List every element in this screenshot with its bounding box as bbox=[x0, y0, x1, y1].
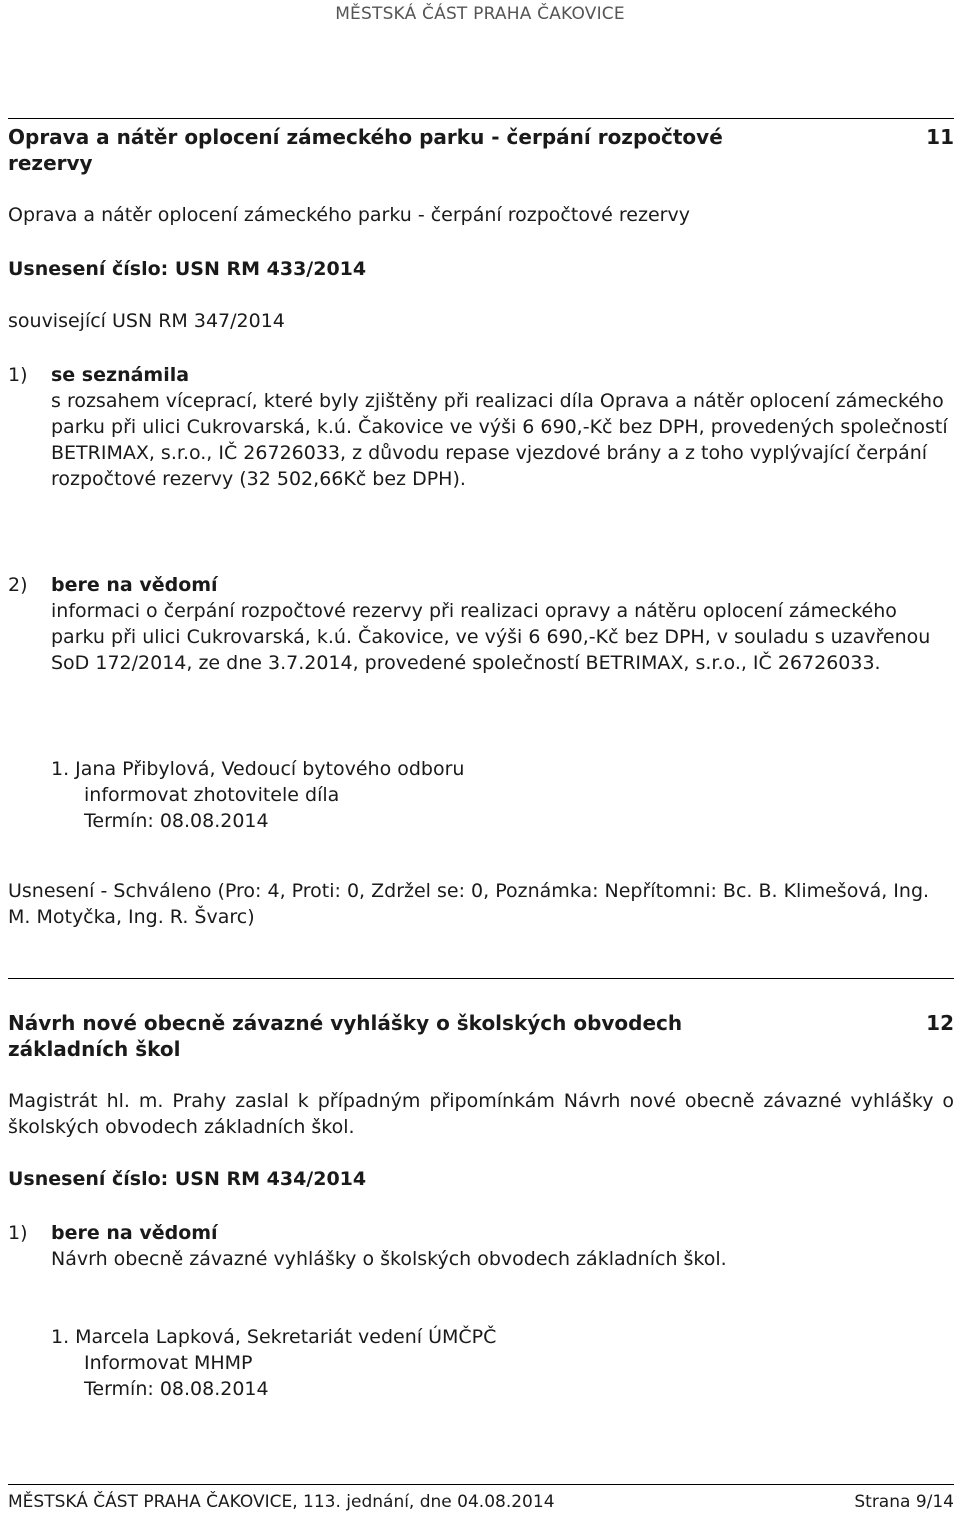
task-deadline: Termín: 08.08.2014 bbox=[84, 1378, 269, 1400]
item-number: 2) bbox=[8, 574, 28, 596]
item-text: s rozsahem víceprací, které byly zjištěny při realizaci díla Oprava a nátěr oplocení zámeckého parku při ulici Cukrovarská, k.ú. Čakovice ve výši 6 690,-Kč bez DPH, provedených společností BETRIMAX, s.r.o., IČ 26726033, z důvodu repase vjezdové brány a z toho vyplývající čerpání rozpočtové rezervy (32 502,66Kč bez DPH). bbox=[51, 390, 948, 490]
item-text: Návrh obecně závazné vyhlášky o školských obvodech základních škol. bbox=[51, 1248, 727, 1270]
item-heading: se seznámila bbox=[51, 364, 190, 386]
task-description: Informovat MHMP bbox=[84, 1352, 253, 1374]
page-header: MĚSTSKÁ ČÁST PRAHA ČAKOVICE bbox=[0, 4, 960, 26]
footer-meeting-info: MĚSTSKÁ ČÁST PRAHA ČAKOVICE, 113. jednání, dne 04.08.2014 bbox=[8, 1492, 555, 1512]
task-assignee: 1. Marcela Lapková, Sekretariát vedení ÚMČPČ bbox=[51, 1326, 497, 1348]
task-deadline: Termín: 08.08.2014 bbox=[84, 810, 269, 832]
footer-page-number: Strana 9/14 bbox=[854, 1492, 954, 1512]
section-title: Oprava a nátěr oplocení zámeckého parku - čerpání rozpočtové rezervy bbox=[8, 125, 723, 175]
item-heading: bere na vědomí bbox=[51, 1222, 218, 1244]
item-heading: bere na vědomí bbox=[51, 574, 218, 596]
section-divider bbox=[8, 978, 954, 979]
item-number: 1) bbox=[8, 364, 28, 386]
item-number: 1) bbox=[8, 1222, 28, 1244]
section-number: 12 bbox=[926, 1011, 954, 1035]
item-text: informaci o čerpání rozpočtové rezervy při realizaci opravy a nátěru oplocení zámeckého parku při ulici Cukrovarská, k.ú. Čakovice, ve výši 6 690,-Kč bez DPH, v souladu s uzavřenou SoD 172/2014, ze dne 3.7.2014, provedené společností BETRIMAX, s.r.o., IČ 26726033. bbox=[51, 600, 931, 674]
section-title: Návrh nové obecně závazné vyhlášky o školských obvodech základních škol bbox=[8, 1011, 683, 1061]
task-description: informovat zhotovitele díla bbox=[84, 784, 340, 806]
resolution-number: Usnesení číslo: USN RM 434/2014 bbox=[8, 1168, 367, 1190]
page-footer bbox=[8, 1484, 954, 1512]
resolution-number: Usnesení číslo: USN RM 433/2014 bbox=[8, 258, 367, 280]
section-subtitle: Oprava a nátěr oplocení zámeckého parku - čerpání rozpočtové rezervy bbox=[8, 204, 690, 226]
section-intro: Magistrát hl. m. Prahy zaslal k případným připomínkám Návrh nové obecně závazné vyhlášky o školských obvodech základních škol. bbox=[8, 1090, 954, 1138]
section-divider bbox=[8, 118, 954, 119]
related-resolution: související USN RM 347/2014 bbox=[8, 310, 285, 332]
task-assignee: 1. Jana Přibylová, Vedoucí bytového odboru bbox=[51, 758, 465, 780]
section-number: 11 bbox=[926, 125, 954, 149]
vote-result: Usnesení - Schváleno (Pro: 4, Proti: 0, Zdržel se: 0, Poznámka: Nepřítomni: Bc. B. Klimešová, Ing. M. Motyčka, Ing. R. Švarc) bbox=[8, 880, 930, 928]
